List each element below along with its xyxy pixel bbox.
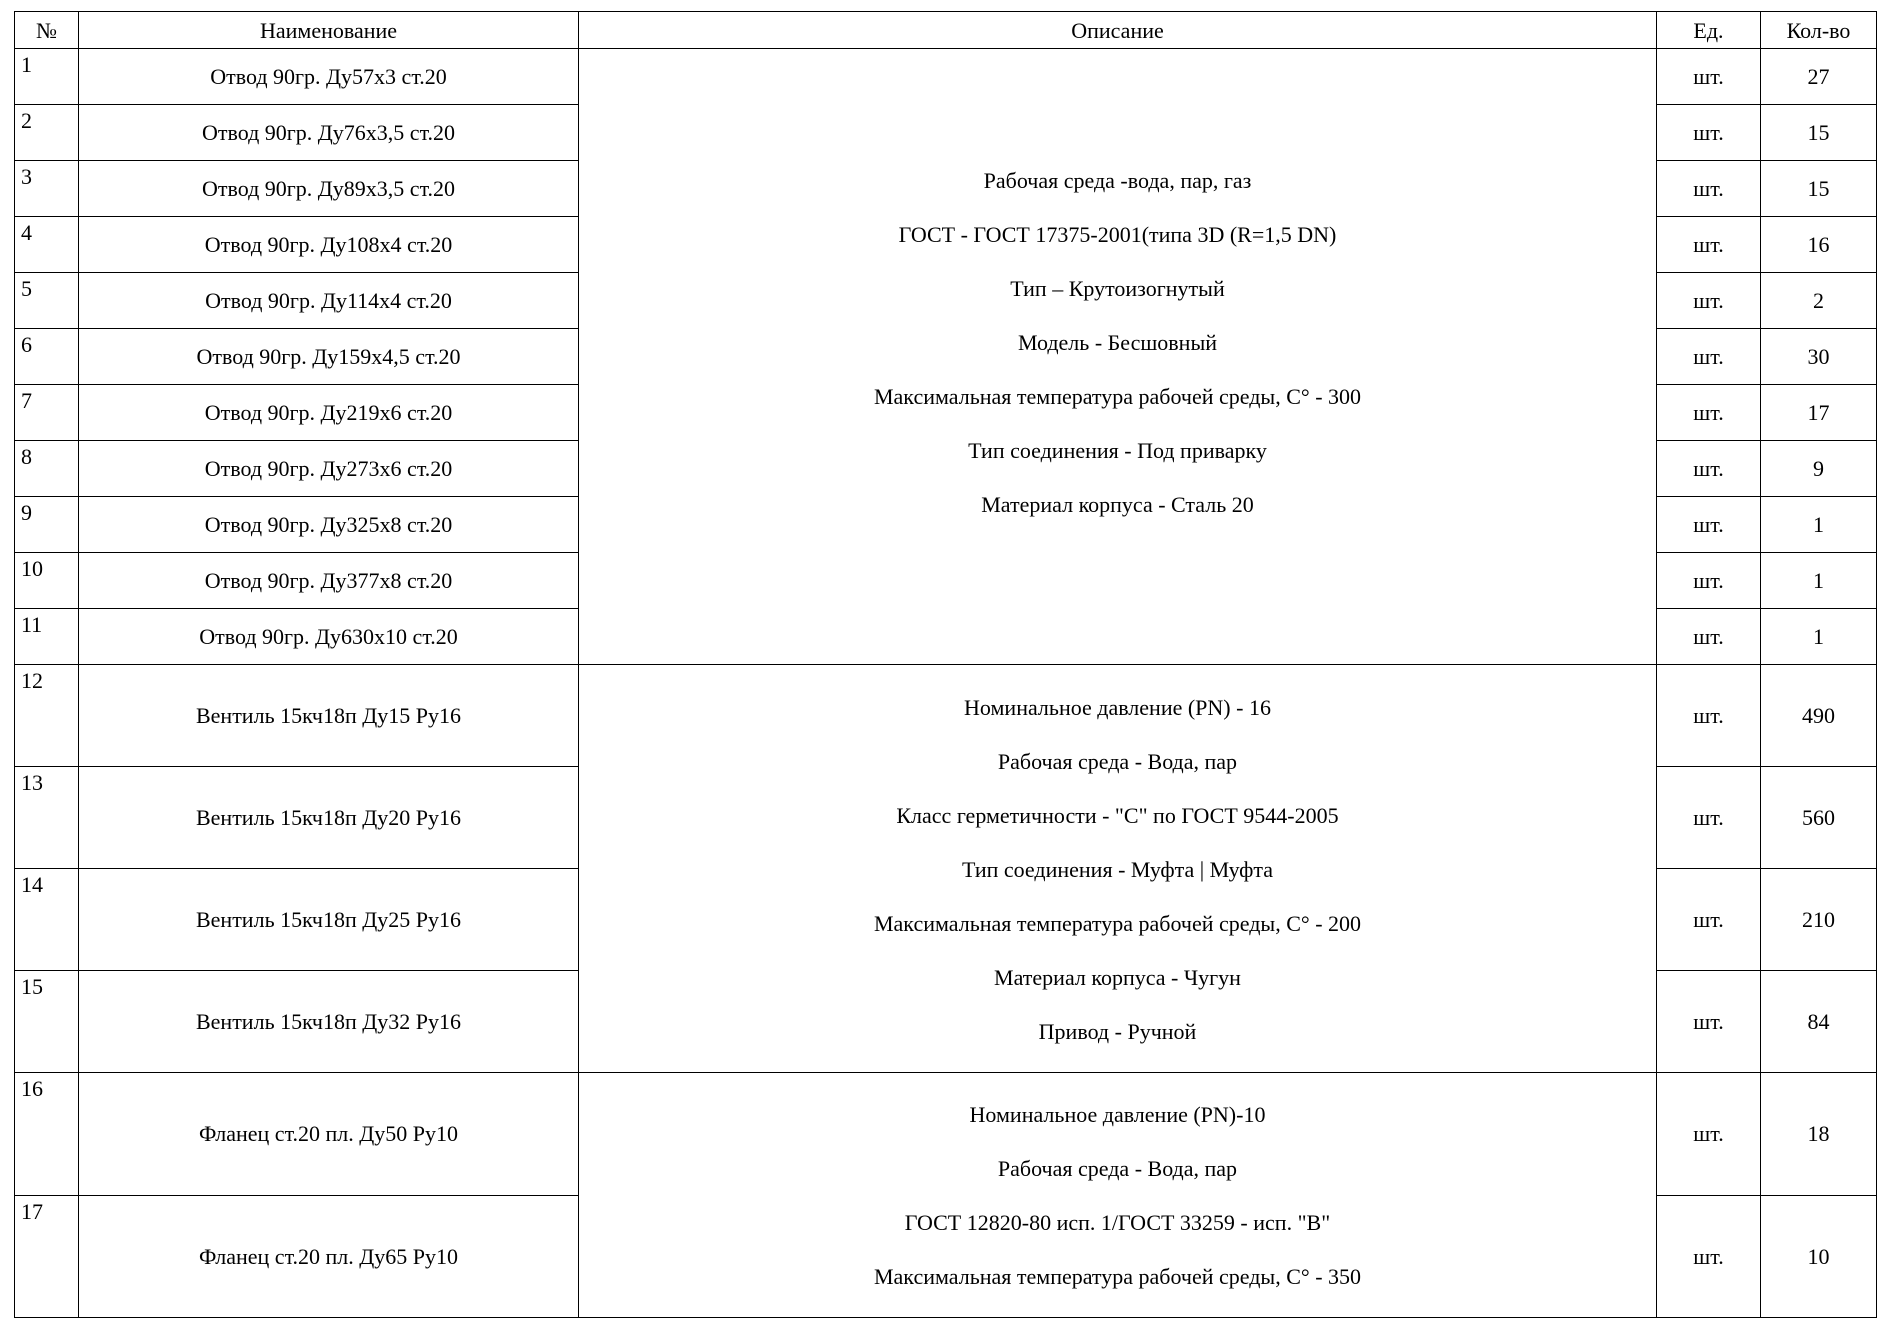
- row-name: Отвод 90гр. Ду76х3,5 ст.20: [79, 105, 579, 161]
- row-qty: 560: [1761, 767, 1877, 869]
- row-qty: 16: [1761, 217, 1877, 273]
- row-name: Вентиль 15кч18п Ду25 Ру16: [79, 869, 579, 971]
- header-num: №: [15, 12, 79, 49]
- row-num: 14: [15, 869, 79, 971]
- row-num: 8: [15, 441, 79, 497]
- row-unit: шт.: [1657, 553, 1761, 609]
- row-unit: шт.: [1657, 609, 1761, 665]
- row-qty: 84: [1761, 971, 1877, 1073]
- row-qty: 490: [1761, 665, 1877, 767]
- row-qty: 1: [1761, 553, 1877, 609]
- row-num: 7: [15, 385, 79, 441]
- row-unit: шт.: [1657, 273, 1761, 329]
- row-name: Отвод 90гр. Ду89х3,5 ст.20: [79, 161, 579, 217]
- row-num: 1: [15, 49, 79, 105]
- row-unit: шт.: [1657, 497, 1761, 553]
- description-line: Тип соединения - Муфта | Муфта: [961, 857, 1274, 882]
- row-name: Вентиль 15кч18п Ду15 Ру16: [79, 665, 579, 767]
- row-qty: 15: [1761, 105, 1877, 161]
- row-num: 5: [15, 273, 79, 329]
- description-line: Привод - Ручной: [1038, 1019, 1197, 1044]
- row-unit: шт.: [1657, 665, 1761, 767]
- row-unit: шт.: [1657, 385, 1761, 441]
- specification-table: [14, 11, 1877, 1318]
- header-unit: Ед.: [1657, 12, 1761, 49]
- description-line: ГОСТ - ГОСТ 17375-2001(типа 3D (R=1,5 DN): [898, 222, 1337, 247]
- description-line: Максимальная температура рабочей среды, C° - 300: [873, 384, 1362, 409]
- row-unit: шт.: [1657, 441, 1761, 497]
- row-unit: шт.: [1657, 49, 1761, 105]
- description-line: Рабочая среда - Вода, пар: [997, 1156, 1238, 1181]
- description-line: Максимальная температура рабочей среды, C° - 200: [873, 911, 1362, 936]
- description-line: Рабочая среда -вода, пар, газ: [983, 168, 1252, 193]
- row-qty: 18: [1761, 1073, 1877, 1196]
- row-name: Отвод 90гр. Ду273х6 ст.20: [79, 441, 579, 497]
- row-unit: шт.: [1657, 869, 1761, 971]
- row-qty: 1: [1761, 609, 1877, 665]
- row-qty: 10: [1761, 1195, 1877, 1318]
- row-name: Фланец ст.20 пл. Ду50 Ру10: [79, 1073, 579, 1196]
- row-num: 6: [15, 329, 79, 385]
- description-line: Тип соединения - Под приварку: [968, 438, 1267, 463]
- row-qty: 2: [1761, 273, 1877, 329]
- row-name: Отвод 90гр. Ду377х8 ст.20: [79, 553, 579, 609]
- row-num: 16: [15, 1073, 79, 1196]
- description-line: Материал корпуса - Чугун: [994, 965, 1241, 990]
- row-qty: 30: [1761, 329, 1877, 385]
- row-num: 15: [15, 971, 79, 1073]
- table-row: [15, 49, 1877, 105]
- table-row: [15, 665, 1877, 767]
- group-description-flanges: [579, 1073, 1657, 1318]
- description-line: Максимальная температура рабочей среды, C° - 350: [873, 1264, 1362, 1289]
- description-line: Класс герметичности - "С" по ГОСТ 9544-2005: [896, 803, 1339, 828]
- table-body: [15, 49, 1877, 1318]
- description-line: Номинальное давление (PN)-10: [969, 1102, 1266, 1127]
- row-unit: шт.: [1657, 971, 1761, 1073]
- row-num: 12: [15, 665, 79, 767]
- row-unit: шт.: [1657, 329, 1761, 385]
- row-qty: 1: [1761, 497, 1877, 553]
- row-unit: шт.: [1657, 161, 1761, 217]
- row-qty: 15: [1761, 161, 1877, 217]
- row-name: Отвод 90гр. Ду219х6 ст.20: [79, 385, 579, 441]
- description-line: Номинальное давление (PN) - 16: [964, 695, 1271, 720]
- row-num: 2: [15, 105, 79, 161]
- group-description-elbows: [579, 49, 1657, 665]
- description-line: Модель - Бесшовный: [1017, 330, 1218, 355]
- row-unit: шт.: [1657, 105, 1761, 161]
- row-name: Фланец ст.20 пл. Ду65 Ру10: [79, 1195, 579, 1318]
- row-name: Вентиль 15кч18п Ду20 Ру16: [79, 767, 579, 869]
- row-num: 4: [15, 217, 79, 273]
- description-line: ГОСТ 12820-80 исп. 1/ГОСТ 33259 - исп. "В": [904, 1210, 1331, 1235]
- row-num: 11: [15, 609, 79, 665]
- group-description-valves: [579, 665, 1657, 1073]
- row-num: 3: [15, 161, 79, 217]
- row-num: 9: [15, 497, 79, 553]
- row-num: 17: [15, 1195, 79, 1318]
- row-qty: 210: [1761, 869, 1877, 971]
- row-unit: шт.: [1657, 767, 1761, 869]
- description-line: Тип – Крутоизогнутый: [1010, 276, 1225, 301]
- row-qty: 9: [1761, 441, 1877, 497]
- row-qty: 27: [1761, 49, 1877, 105]
- row-num: 10: [15, 553, 79, 609]
- row-name: Отвод 90гр. Ду108х4 ст.20: [79, 217, 579, 273]
- row-name: Отвод 90гр. Ду630х10 ст.20: [79, 609, 579, 665]
- row-name: Отвод 90гр. Ду325х8 ст.20: [79, 497, 579, 553]
- row-unit: шт.: [1657, 1195, 1761, 1318]
- row-name: Вентиль 15кч18п Ду32 Ру16: [79, 971, 579, 1073]
- table-header-row: [15, 12, 1877, 49]
- description-line: Рабочая среда - Вода, пар: [997, 749, 1238, 774]
- row-name: Отвод 90гр. Ду57х3 ст.20: [79, 49, 579, 105]
- row-unit: шт.: [1657, 217, 1761, 273]
- row-unit: шт.: [1657, 1073, 1761, 1196]
- row-qty: 17: [1761, 385, 1877, 441]
- header-qty: Кол-во: [1761, 12, 1877, 49]
- description-line: Материал корпуса - Сталь 20: [981, 492, 1254, 517]
- row-num: 13: [15, 767, 79, 869]
- header-name: Наименование: [79, 12, 579, 49]
- header-description: Описание: [579, 12, 1657, 49]
- row-name: Отвод 90гр. Ду159х4,5 ст.20: [79, 329, 579, 385]
- table-row: [15, 1073, 1877, 1196]
- row-name: Отвод 90гр. Ду114х4 ст.20: [79, 273, 579, 329]
